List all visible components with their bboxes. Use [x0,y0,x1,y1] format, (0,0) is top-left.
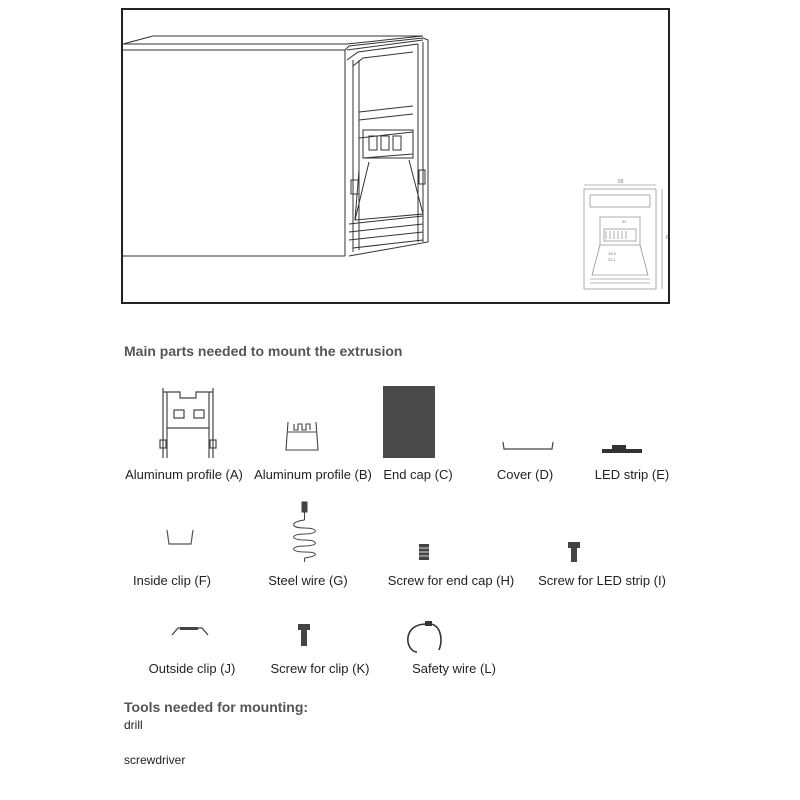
led-strip-label: LED strip (E) [594,467,670,482]
dim-height: 66 [666,235,672,241]
steel-wire-icon [290,502,320,564]
outside-clip-icon [172,625,208,637]
extrusion-illustration [121,8,670,304]
screw-end-cap-icon [418,544,430,560]
screw-clip-label: Screw for clip (K) [270,661,370,676]
cover-label: Cover (D) [496,467,554,482]
aluminum-profile-a-icon [158,388,218,460]
aluminum-profile-b-icon [284,420,320,456]
steel-wire-label: Steel wire (G) [268,573,348,588]
tool-drill: drill [124,718,143,732]
end-cap-label: End cap (C) [383,467,453,482]
tool-screwdriver: screwdriver [124,753,186,767]
screw-clip-icon [297,624,311,646]
inside-clip-label: Inside clip (F) [132,573,212,588]
dim-d3: 22.1 [608,257,616,262]
main-parts-heading: Main parts needed to mount the extrusion [124,343,403,359]
inside-clip-icon [165,530,195,548]
aluminum-profile-a-label: Aluminum profile (A) [125,467,243,482]
extrusion-cross-section-drawing [578,175,670,304]
cover-icon [502,440,554,452]
dim-width: 65 [618,179,624,185]
outside-clip-label: Outside clip (J) [148,661,236,676]
led-strip-icon [602,444,642,454]
screw-led-strip-label: Screw for LED strip (I) [538,573,666,588]
safety-wire-label: Safety wire (L) [412,661,496,676]
screw-led-strip-icon [567,542,581,562]
screw-end-cap-label: Screw for end cap (H) [387,573,515,588]
tools-heading: Tools needed for mounting: [124,699,309,715]
aluminum-profile-b-label: Aluminum profile (B) [254,467,372,482]
end-cap-icon [383,386,435,458]
dim-d2: 18.5 [608,251,616,256]
safety-wire-icon [405,620,445,656]
dim-inner: 32 [622,219,627,224]
